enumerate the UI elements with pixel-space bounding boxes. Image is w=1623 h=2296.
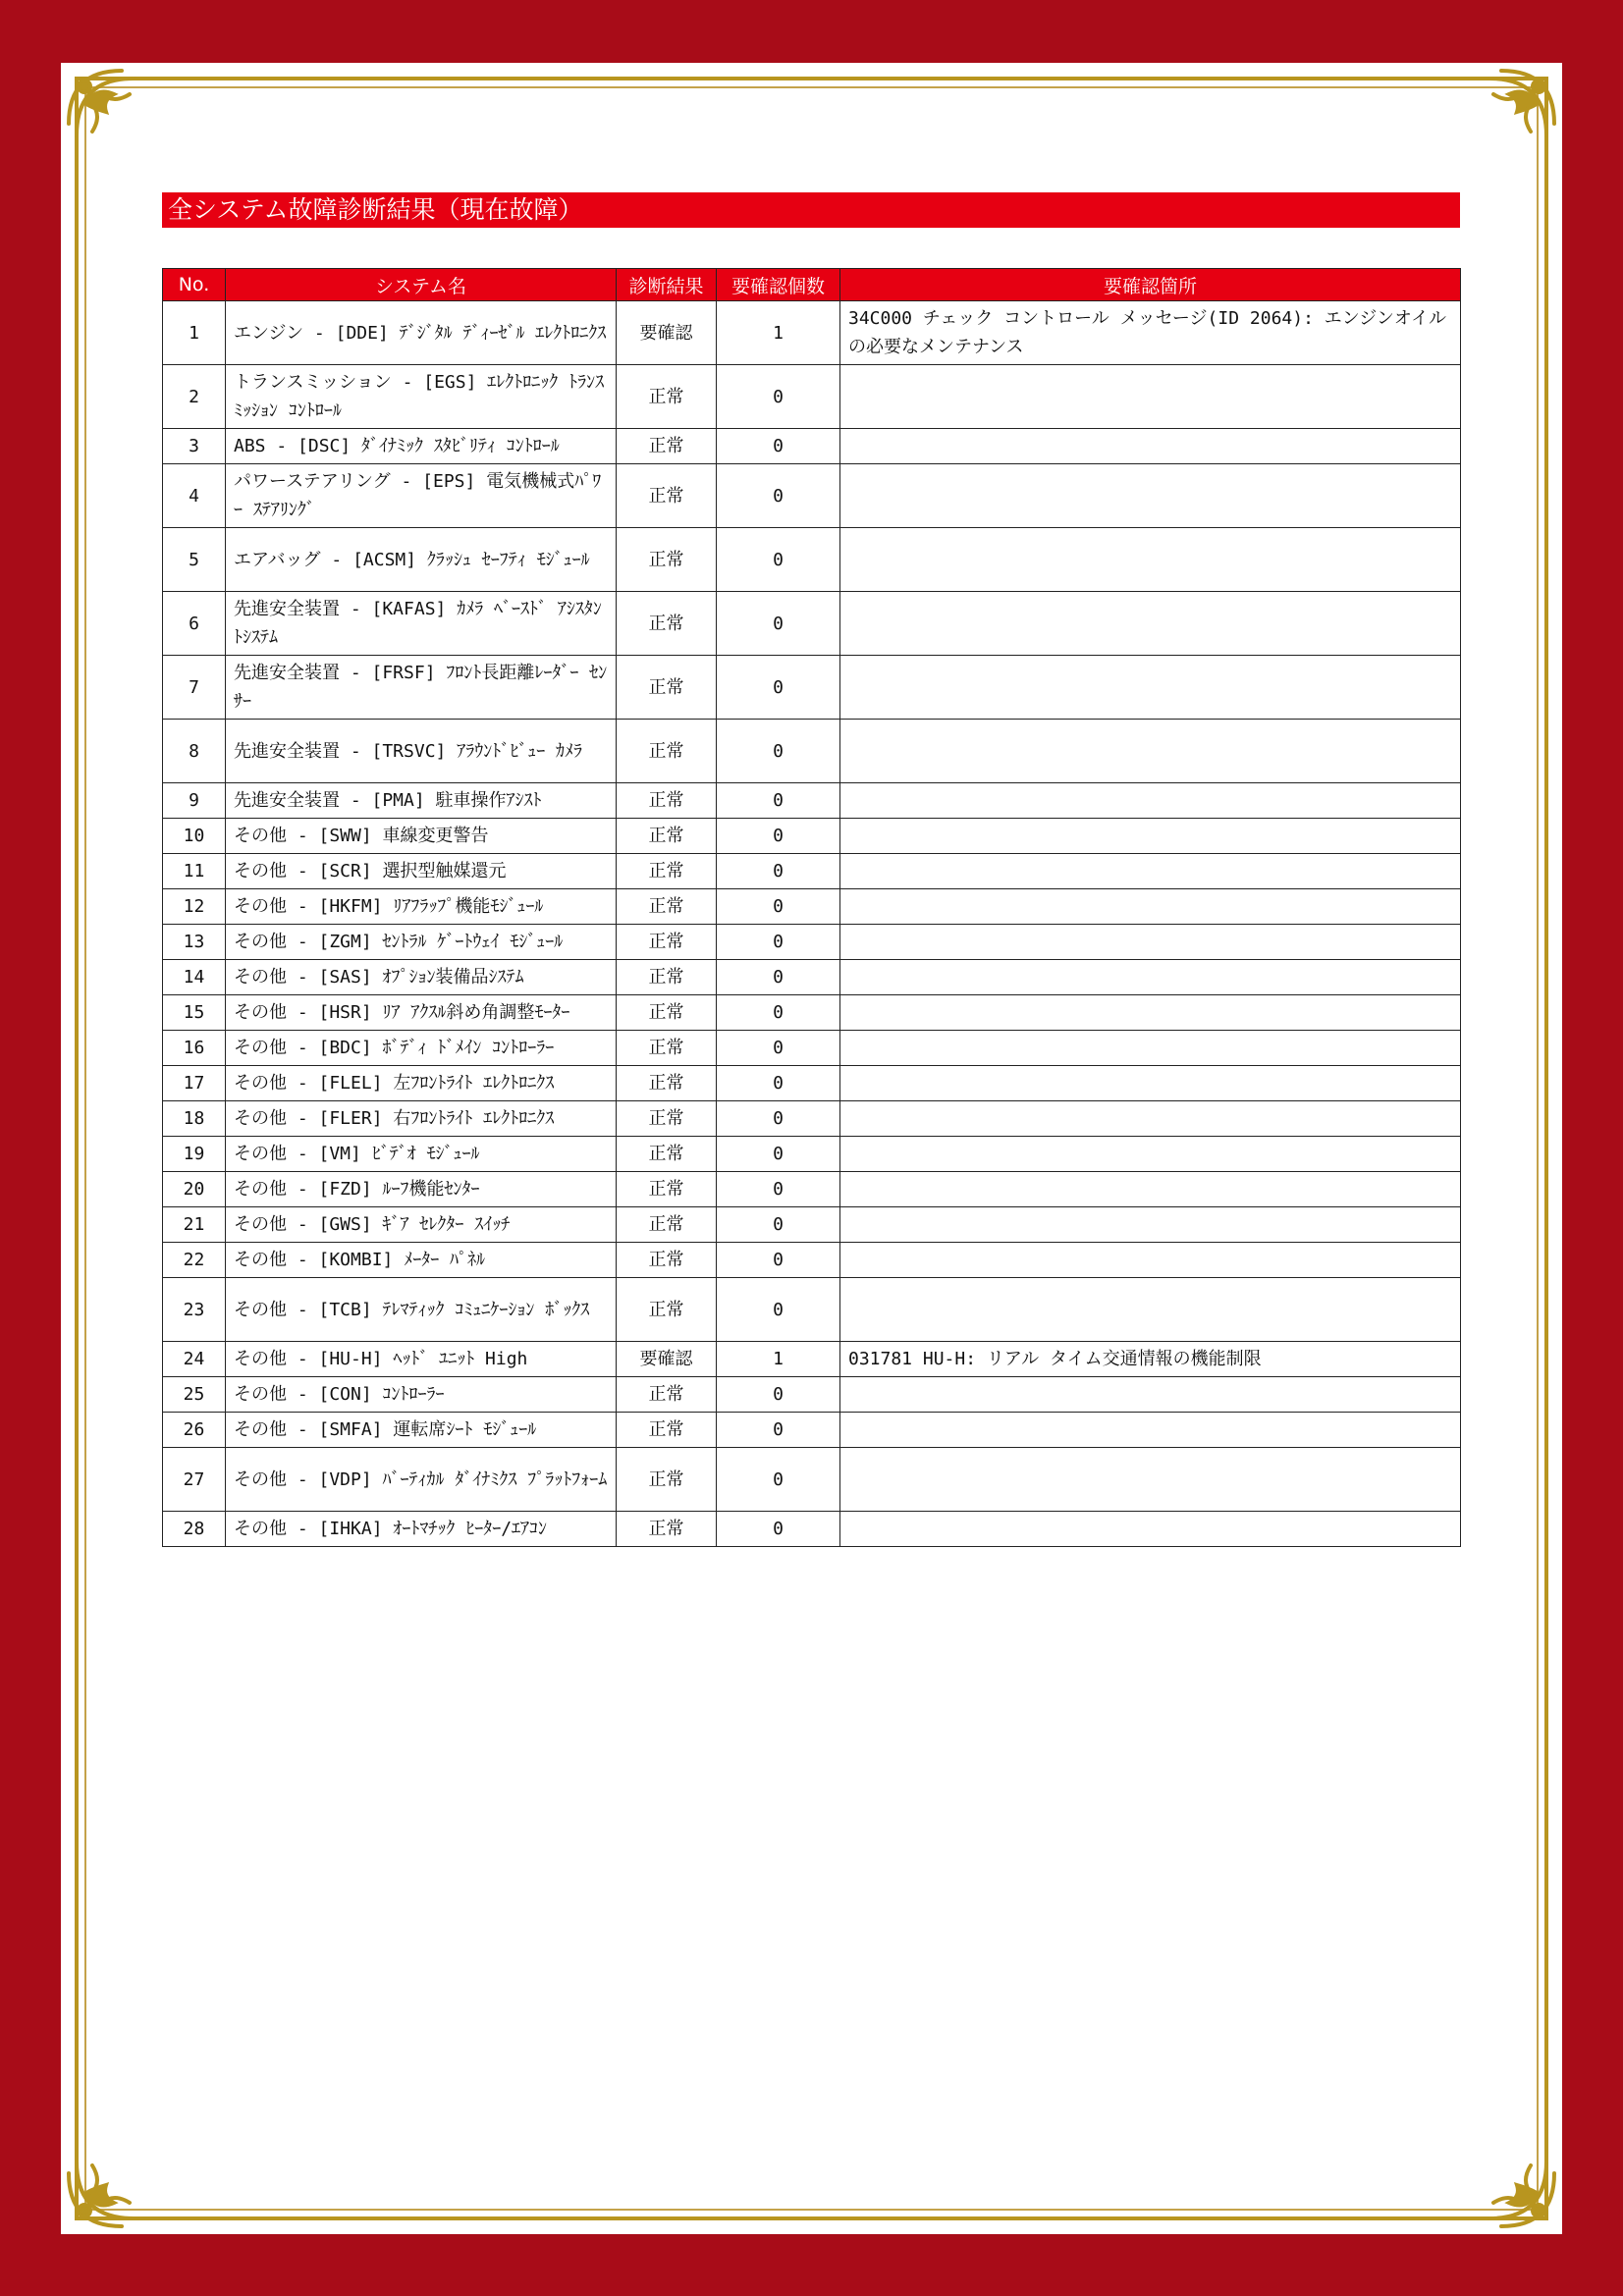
row-number: 20 — [163, 1172, 226, 1207]
check-count: 0 — [717, 783, 840, 819]
row-number: 16 — [163, 1031, 226, 1066]
check-location — [840, 1172, 1461, 1207]
diagnosis-result: 要確認 — [617, 1342, 717, 1377]
check-count: 0 — [717, 1377, 840, 1413]
system-name: その他 - [SWW] 車線変更警告 — [226, 819, 617, 854]
system-name: ABS - [DSC] ﾀﾞｲﾅﾐｯｸ ｽﾀﾋﾞﾘﾃｨ ｺﾝﾄﾛｰﾙ — [226, 429, 617, 464]
check-location — [840, 819, 1461, 854]
system-name: その他 - [CON] ｺﾝﾄﾛｰﾗｰ — [226, 1377, 617, 1413]
corner-ornament-icon — [1466, 2138, 1560, 2232]
header-system: システム名 — [226, 269, 617, 301]
table-row — [163, 1243, 1461, 1278]
check-location — [840, 1243, 1461, 1278]
diagnosis-result: 正常 — [617, 656, 717, 720]
check-count: 0 — [717, 1278, 840, 1342]
check-location — [840, 889, 1461, 925]
table-row — [163, 1066, 1461, 1101]
row-number: 4 — [163, 464, 226, 528]
header-result: 診断結果 — [617, 269, 717, 301]
system-name: その他 - [KOMBI] ﾒｰﾀｰ ﾊﾟﾈﾙ — [226, 1243, 617, 1278]
table-row — [163, 592, 1461, 656]
row-number: 3 — [163, 429, 226, 464]
check-count: 0 — [717, 464, 840, 528]
row-number: 9 — [163, 783, 226, 819]
table-row — [163, 720, 1461, 783]
diagnosis-result: 正常 — [617, 960, 717, 995]
check-location — [840, 1448, 1461, 1512]
system-name: その他 - [HKFM] ﾘｱﾌﾗｯﾌﾟ機能ﾓｼﾞｭｰﾙ — [226, 889, 617, 925]
diagnosis-result: 正常 — [617, 1172, 717, 1207]
table-row — [163, 1377, 1461, 1413]
diagnosis-result: 正常 — [617, 720, 717, 783]
diagnosis-result: 正常 — [617, 1448, 717, 1512]
system-name: その他 - [VDP] ﾊﾞｰﾃｨｶﾙ ﾀﾞｲﾅﾐｸｽ ﾌﾟﾗｯﾄﾌｫｰﾑ — [226, 1448, 617, 1512]
system-name: その他 - [SCR] 選択型触媒還元 — [226, 854, 617, 889]
table-row — [163, 854, 1461, 889]
check-count: 0 — [717, 1512, 840, 1547]
corner-ornament-icon — [63, 65, 157, 159]
system-name: その他 - [GWS] ｷﾞｱ ｾﾚｸﾀｰ ｽｲｯﾁ — [226, 1207, 617, 1243]
system-name: その他 - [FLER] 右ﾌﾛﾝﾄﾗｲﾄ ｴﾚｸﾄﾛﾆｸｽ — [226, 1101, 617, 1137]
system-name: その他 - [SAS] ｵﾌﾟｼｮﾝ装備品ｼｽﾃﾑ — [226, 960, 617, 995]
table-body — [163, 301, 1461, 1547]
row-number: 15 — [163, 995, 226, 1031]
check-location — [840, 1377, 1461, 1413]
row-number: 8 — [163, 720, 226, 783]
check-location — [840, 429, 1461, 464]
check-location — [840, 592, 1461, 656]
diagnosis-result: 正常 — [617, 1377, 717, 1413]
check-location — [840, 1031, 1461, 1066]
table-row — [163, 1278, 1461, 1342]
check-location — [840, 656, 1461, 720]
check-count: 0 — [717, 429, 840, 464]
system-name: その他 - [ZGM] ｾﾝﾄﾗﾙ ｹﾞｰﾄｳｪｲ ﾓｼﾞｭｰﾙ — [226, 925, 617, 960]
row-number: 6 — [163, 592, 226, 656]
diagnosis-result: 正常 — [617, 464, 717, 528]
system-name: その他 - [HSR] ﾘｱ ｱｸｽﾙ斜め角調整ﾓｰﾀｰ — [226, 995, 617, 1031]
check-count: 0 — [717, 656, 840, 720]
check-count: 0 — [717, 720, 840, 783]
system-name: その他 - [SMFA] 運転席ｼｰﾄ ﾓｼﾞｭｰﾙ — [226, 1413, 617, 1448]
table-row — [163, 656, 1461, 720]
check-location — [840, 1101, 1461, 1137]
row-number: 27 — [163, 1448, 226, 1512]
check-count: 0 — [717, 1448, 840, 1512]
diagnosis-result: 正常 — [617, 528, 717, 592]
table-row — [163, 429, 1461, 464]
diagnosis-result: 正常 — [617, 889, 717, 925]
table-row — [163, 301, 1461, 365]
check-count: 0 — [717, 960, 840, 995]
diagnosis-result: 正常 — [617, 1101, 717, 1137]
table-row — [163, 1448, 1461, 1512]
row-number: 26 — [163, 1413, 226, 1448]
diagnosis-result: 正常 — [617, 1207, 717, 1243]
diagnosis-result-table — [162, 268, 1461, 1547]
row-number: 13 — [163, 925, 226, 960]
system-name: 先進安全装置 - [KAFAS] ｶﾒﾗ ﾍﾞｰｽﾄﾞ ｱｼｽﾀﾝﾄｼｽﾃﾑ — [226, 592, 617, 656]
check-count: 0 — [717, 995, 840, 1031]
system-name: 先進安全装置 - [TRSVC] ｱﾗｳﾝﾄﾞﾋﾞｭｰ ｶﾒﾗ — [226, 720, 617, 783]
check-location — [840, 1413, 1461, 1448]
system-name: その他 - [TCB] ﾃﾚﾏﾃｨｯｸ ｺﾐｭﾆｹｰｼｮﾝ ﾎﾞｯｸｽ — [226, 1278, 617, 1342]
header-location: 要確認箇所 — [840, 269, 1461, 301]
table-row — [163, 1512, 1461, 1547]
corner-ornament-icon — [1466, 65, 1560, 159]
row-number: 21 — [163, 1207, 226, 1243]
check-location — [840, 720, 1461, 783]
table-row — [163, 365, 1461, 429]
diagnosis-result: 正常 — [617, 429, 717, 464]
check-count: 1 — [717, 301, 840, 365]
section-title: 全システム故障診断結果（現在故障） — [162, 192, 1460, 228]
row-number: 7 — [163, 656, 226, 720]
check-location — [840, 365, 1461, 429]
diagnosis-result: 正常 — [617, 1512, 717, 1547]
row-number: 10 — [163, 819, 226, 854]
table-row — [163, 1101, 1461, 1137]
check-location — [840, 528, 1461, 592]
check-count: 0 — [717, 1243, 840, 1278]
table-row — [163, 1031, 1461, 1066]
system-name: その他 - [VM] ﾋﾞﾃﾞｵ ﾓｼﾞｭｰﾙ — [226, 1137, 617, 1172]
table-header-row — [163, 269, 1461, 301]
diagnosis-result: 正常 — [617, 1066, 717, 1101]
row-number: 25 — [163, 1377, 226, 1413]
check-location — [840, 1066, 1461, 1101]
row-number: 12 — [163, 889, 226, 925]
check-count: 0 — [717, 528, 840, 592]
table-row — [163, 528, 1461, 592]
diagnosis-result: 正常 — [617, 783, 717, 819]
diagnosis-result: 正常 — [617, 1031, 717, 1066]
table-row — [163, 1207, 1461, 1243]
check-count: 0 — [717, 1066, 840, 1101]
system-name: その他 - [BDC] ﾎﾞﾃﾞｨ ﾄﾞﾒｲﾝ ｺﾝﾄﾛｰﾗｰ — [226, 1031, 617, 1066]
check-location — [840, 854, 1461, 889]
table-row — [163, 960, 1461, 995]
check-count: 0 — [717, 592, 840, 656]
check-location — [840, 1207, 1461, 1243]
system-name: トランスミッション - [EGS] ｴﾚｸﾄﾛﾆｯｸ ﾄﾗﾝｽﾐｯｼｮﾝ ｺﾝﾄﾛｰﾙ — [226, 365, 617, 429]
row-number: 17 — [163, 1066, 226, 1101]
row-number: 28 — [163, 1512, 226, 1547]
check-location — [840, 925, 1461, 960]
check-location — [840, 995, 1461, 1031]
check-location — [840, 1512, 1461, 1547]
corner-ornament-icon — [63, 2138, 157, 2232]
system-name: その他 - [FLEL] 左ﾌﾛﾝﾄﾗｲﾄ ｴﾚｸﾄﾛﾆｸｽ — [226, 1066, 617, 1101]
check-count: 1 — [717, 1342, 840, 1377]
row-number: 18 — [163, 1101, 226, 1137]
check-count: 0 — [717, 1137, 840, 1172]
diagnosis-result: 正常 — [617, 365, 717, 429]
check-count: 0 — [717, 889, 840, 925]
diagnosis-result: 正常 — [617, 995, 717, 1031]
diagnosis-result: 正常 — [617, 592, 717, 656]
system-name: パワーステアリング - [EPS] 電気機械式ﾊﾟﾜｰ ｽﾃｱﾘﾝｸﾞ — [226, 464, 617, 528]
check-count: 0 — [717, 819, 840, 854]
system-name: その他 - [FZD] ﾙｰﾌ機能ｾﾝﾀｰ — [226, 1172, 617, 1207]
row-number: 11 — [163, 854, 226, 889]
table-row — [163, 1172, 1461, 1207]
diagnosis-result: 要確認 — [617, 301, 717, 365]
system-name: 先進安全装置 - [PMA] 駐車操作ｱｼｽﾄ — [226, 783, 617, 819]
check-location — [840, 464, 1461, 528]
table-row — [163, 995, 1461, 1031]
check-location: 031781 HU-H: リアル タイム交通情報の機能制限 — [840, 1342, 1461, 1377]
check-location — [840, 1278, 1461, 1342]
table-row — [163, 1342, 1461, 1377]
table-row — [163, 889, 1461, 925]
check-location: 34C000 チェック コントロール メッセージ(ID 2064): エンジンオイルの必要なメンテナンス — [840, 301, 1461, 365]
row-number: 24 — [163, 1342, 226, 1377]
diagnosis-result: 正常 — [617, 819, 717, 854]
table-row — [163, 1137, 1461, 1172]
row-number: 19 — [163, 1137, 226, 1172]
row-number: 2 — [163, 365, 226, 429]
table-row — [163, 464, 1461, 528]
check-count: 0 — [717, 925, 840, 960]
check-location — [840, 783, 1461, 819]
check-count: 0 — [717, 365, 840, 429]
check-count: 0 — [717, 1031, 840, 1066]
table-row — [163, 819, 1461, 854]
row-number: 5 — [163, 528, 226, 592]
table-row — [163, 1413, 1461, 1448]
check-location — [840, 1137, 1461, 1172]
system-name: その他 - [IHKA] ｵｰﾄﾏﾁｯｸ ﾋｰﾀｰ/ｴｱｺﾝ — [226, 1512, 617, 1547]
system-name: 先進安全装置 - [FRSF] ﾌﾛﾝﾄ長距離ﾚｰﾀﾞｰ ｾﾝｻｰ — [226, 656, 617, 720]
diagnosis-result: 正常 — [617, 1413, 717, 1448]
table-row — [163, 783, 1461, 819]
row-number: 1 — [163, 301, 226, 365]
check-count: 0 — [717, 1101, 840, 1137]
header-count: 要確認個数 — [717, 269, 840, 301]
system-name: エンジン - [DDE] ﾃﾞｼﾞﾀﾙ ﾃﾞｨｰｾﾞﾙ ｴﾚｸﾄﾛﾆｸｽ — [226, 301, 617, 365]
diagnosis-result: 正常 — [617, 1137, 717, 1172]
header-no: No. — [163, 269, 226, 301]
system-name: その他 - [HU-H] ﾍｯﾄﾞ ﾕﾆｯﾄ High — [226, 1342, 617, 1377]
diagnosis-result: 正常 — [617, 925, 717, 960]
system-name: エアバッグ - [ACSM] ｸﾗｯｼｭ ｾｰﾌﾃｨ ﾓｼﾞｭｰﾙ — [226, 528, 617, 592]
report-page — [61, 63, 1562, 2234]
check-count: 0 — [717, 854, 840, 889]
diagnosis-result: 正常 — [617, 1278, 717, 1342]
diagnosis-result: 正常 — [617, 854, 717, 889]
check-location — [840, 960, 1461, 995]
check-count: 0 — [717, 1207, 840, 1243]
row-number: 14 — [163, 960, 226, 995]
table-row — [163, 925, 1461, 960]
row-number: 23 — [163, 1278, 226, 1342]
check-count: 0 — [717, 1413, 840, 1448]
check-count: 0 — [717, 1172, 840, 1207]
diagnosis-result: 正常 — [617, 1243, 717, 1278]
row-number: 22 — [163, 1243, 226, 1278]
